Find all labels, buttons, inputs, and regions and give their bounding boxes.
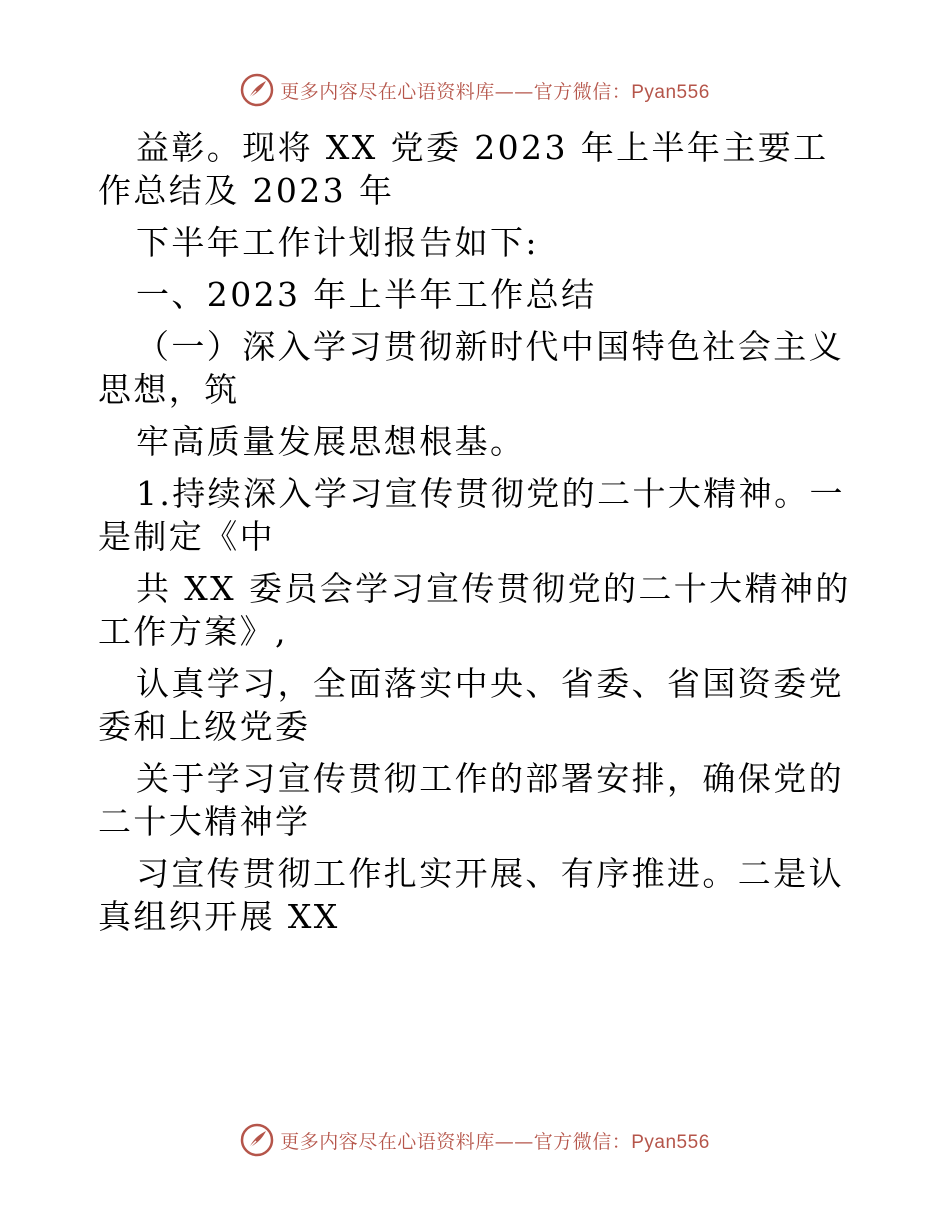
paragraph: 下半年工作计划报告如下: xyxy=(136,223,539,262)
paragraph: 共 XX 委员会学习宣传贯彻党的二十大精神的工作方案》, xyxy=(98,569,851,651)
footer-dash: —— xyxy=(494,1130,534,1153)
feather-pen-logo-icon xyxy=(240,1123,274,1157)
header-dash: —— xyxy=(494,80,534,103)
paragraph: 认真学习，全面落实中央、省委、省国资委党委和上级党委 xyxy=(98,664,844,746)
header-watermark-banner xyxy=(0,70,950,110)
footer-wechat-id: Pyan556 xyxy=(631,1131,710,1153)
footer-watermark-banner xyxy=(0,1120,950,1160)
paragraph: 牢高质量发展思想根基。 xyxy=(136,422,526,461)
paragraph: 关于学习宣传贯彻工作的部署安排，确保党的二十大精神学 xyxy=(98,759,844,841)
footer-wechat-label: 官方微信： xyxy=(533,1130,632,1153)
paragraph: 1.持续深入学习宣传贯彻党的二十大精神。一是制定《中 xyxy=(98,474,845,556)
header-watermark-text xyxy=(280,77,710,104)
header-wechat-id: Pyan556 xyxy=(631,81,710,103)
footer-site-text: 更多内容尽在心语资料库 xyxy=(280,1130,495,1153)
header-wechat-label: 官方微信： xyxy=(533,80,632,103)
paragraph: 一、2023 年上半年工作总结 xyxy=(136,275,597,314)
footer-watermark-text xyxy=(280,1127,710,1154)
document-body xyxy=(98,126,858,947)
header-site-text: 更多内容尽在心语资料库 xyxy=(280,80,495,103)
paragraph: 益彰。现将 XX 党委 2023 年上半年主要工作总结及 2023 年 xyxy=(98,128,829,210)
paragraph: 习宣传贯彻工作扎实开展、有序推进。二是认真组织开展 XX xyxy=(98,854,844,936)
feather-pen-logo-icon xyxy=(240,73,274,107)
paragraph: （一）深入学习贯彻新时代中国特色社会主义思想，筑 xyxy=(98,327,844,409)
